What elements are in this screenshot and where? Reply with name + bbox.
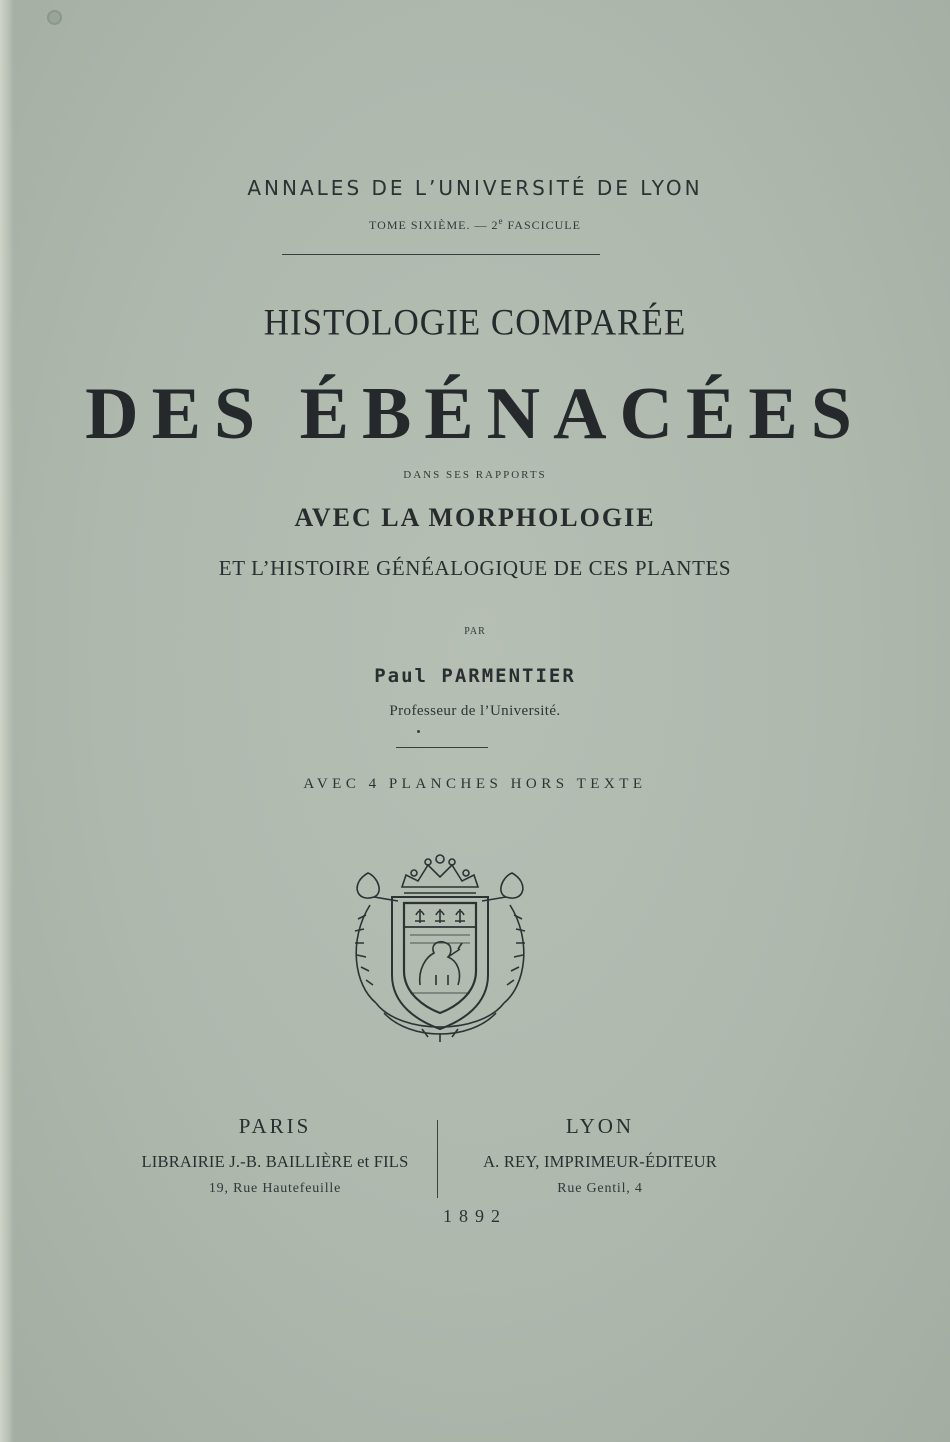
author-divider xyxy=(396,747,488,748)
imprint-city-paris: PARIS xyxy=(238,1114,312,1138)
tome-text: TOME SIXIÈME. — 2 xyxy=(369,218,499,232)
imprint-publisher-lyon: A. REY, IMPRIMEUR-ÉDITEUR xyxy=(483,1152,717,1171)
imprint-city-lyon: LYON xyxy=(565,1114,635,1138)
imprint-publisher-paris: LIBRAIRIE J.-B. BAILLIÈRE et FILS xyxy=(141,1152,409,1171)
publication-year: 1892 xyxy=(443,1206,507,1226)
author-role: Professeur de l’Université. xyxy=(389,703,561,719)
title-line-3: DANS SES RAPPORTS xyxy=(403,469,547,481)
by-label: PAR xyxy=(464,626,486,637)
header-divider xyxy=(282,254,600,255)
coat-of-arms-icon xyxy=(340,845,540,1045)
title-line-1: HISTOLOGIE COMPARÉE xyxy=(263,302,687,343)
series-title: ANNALES DE L’UNIVERSITÉ DE LYON xyxy=(247,176,703,200)
imprint-divider xyxy=(437,1120,438,1198)
imprint-address-paris: 19, Rue Hautefeuille xyxy=(208,1181,342,1196)
tome-superscript: e xyxy=(498,216,504,226)
fascicle-text: FASCICULE xyxy=(503,218,581,232)
author-name: Paul PARMENTIER xyxy=(374,665,576,687)
title-line-5: ET L’HISTOIRE GÉNÉALOGIQUE DE CES PLANTES xyxy=(218,556,732,580)
title-main: DES ÉBÉNACÉES xyxy=(85,373,865,455)
imprint-address-lyon: Rue Gentil, 4 xyxy=(557,1181,643,1196)
punch-hole xyxy=(47,10,62,25)
ornament-dot xyxy=(417,730,420,733)
series-volume xyxy=(0,216,950,233)
plates-note: AVEC 4 PLANCHES HORS TEXTE xyxy=(303,776,647,792)
title-line-4: AVEC LA MORPHOLOGIE xyxy=(294,503,656,532)
